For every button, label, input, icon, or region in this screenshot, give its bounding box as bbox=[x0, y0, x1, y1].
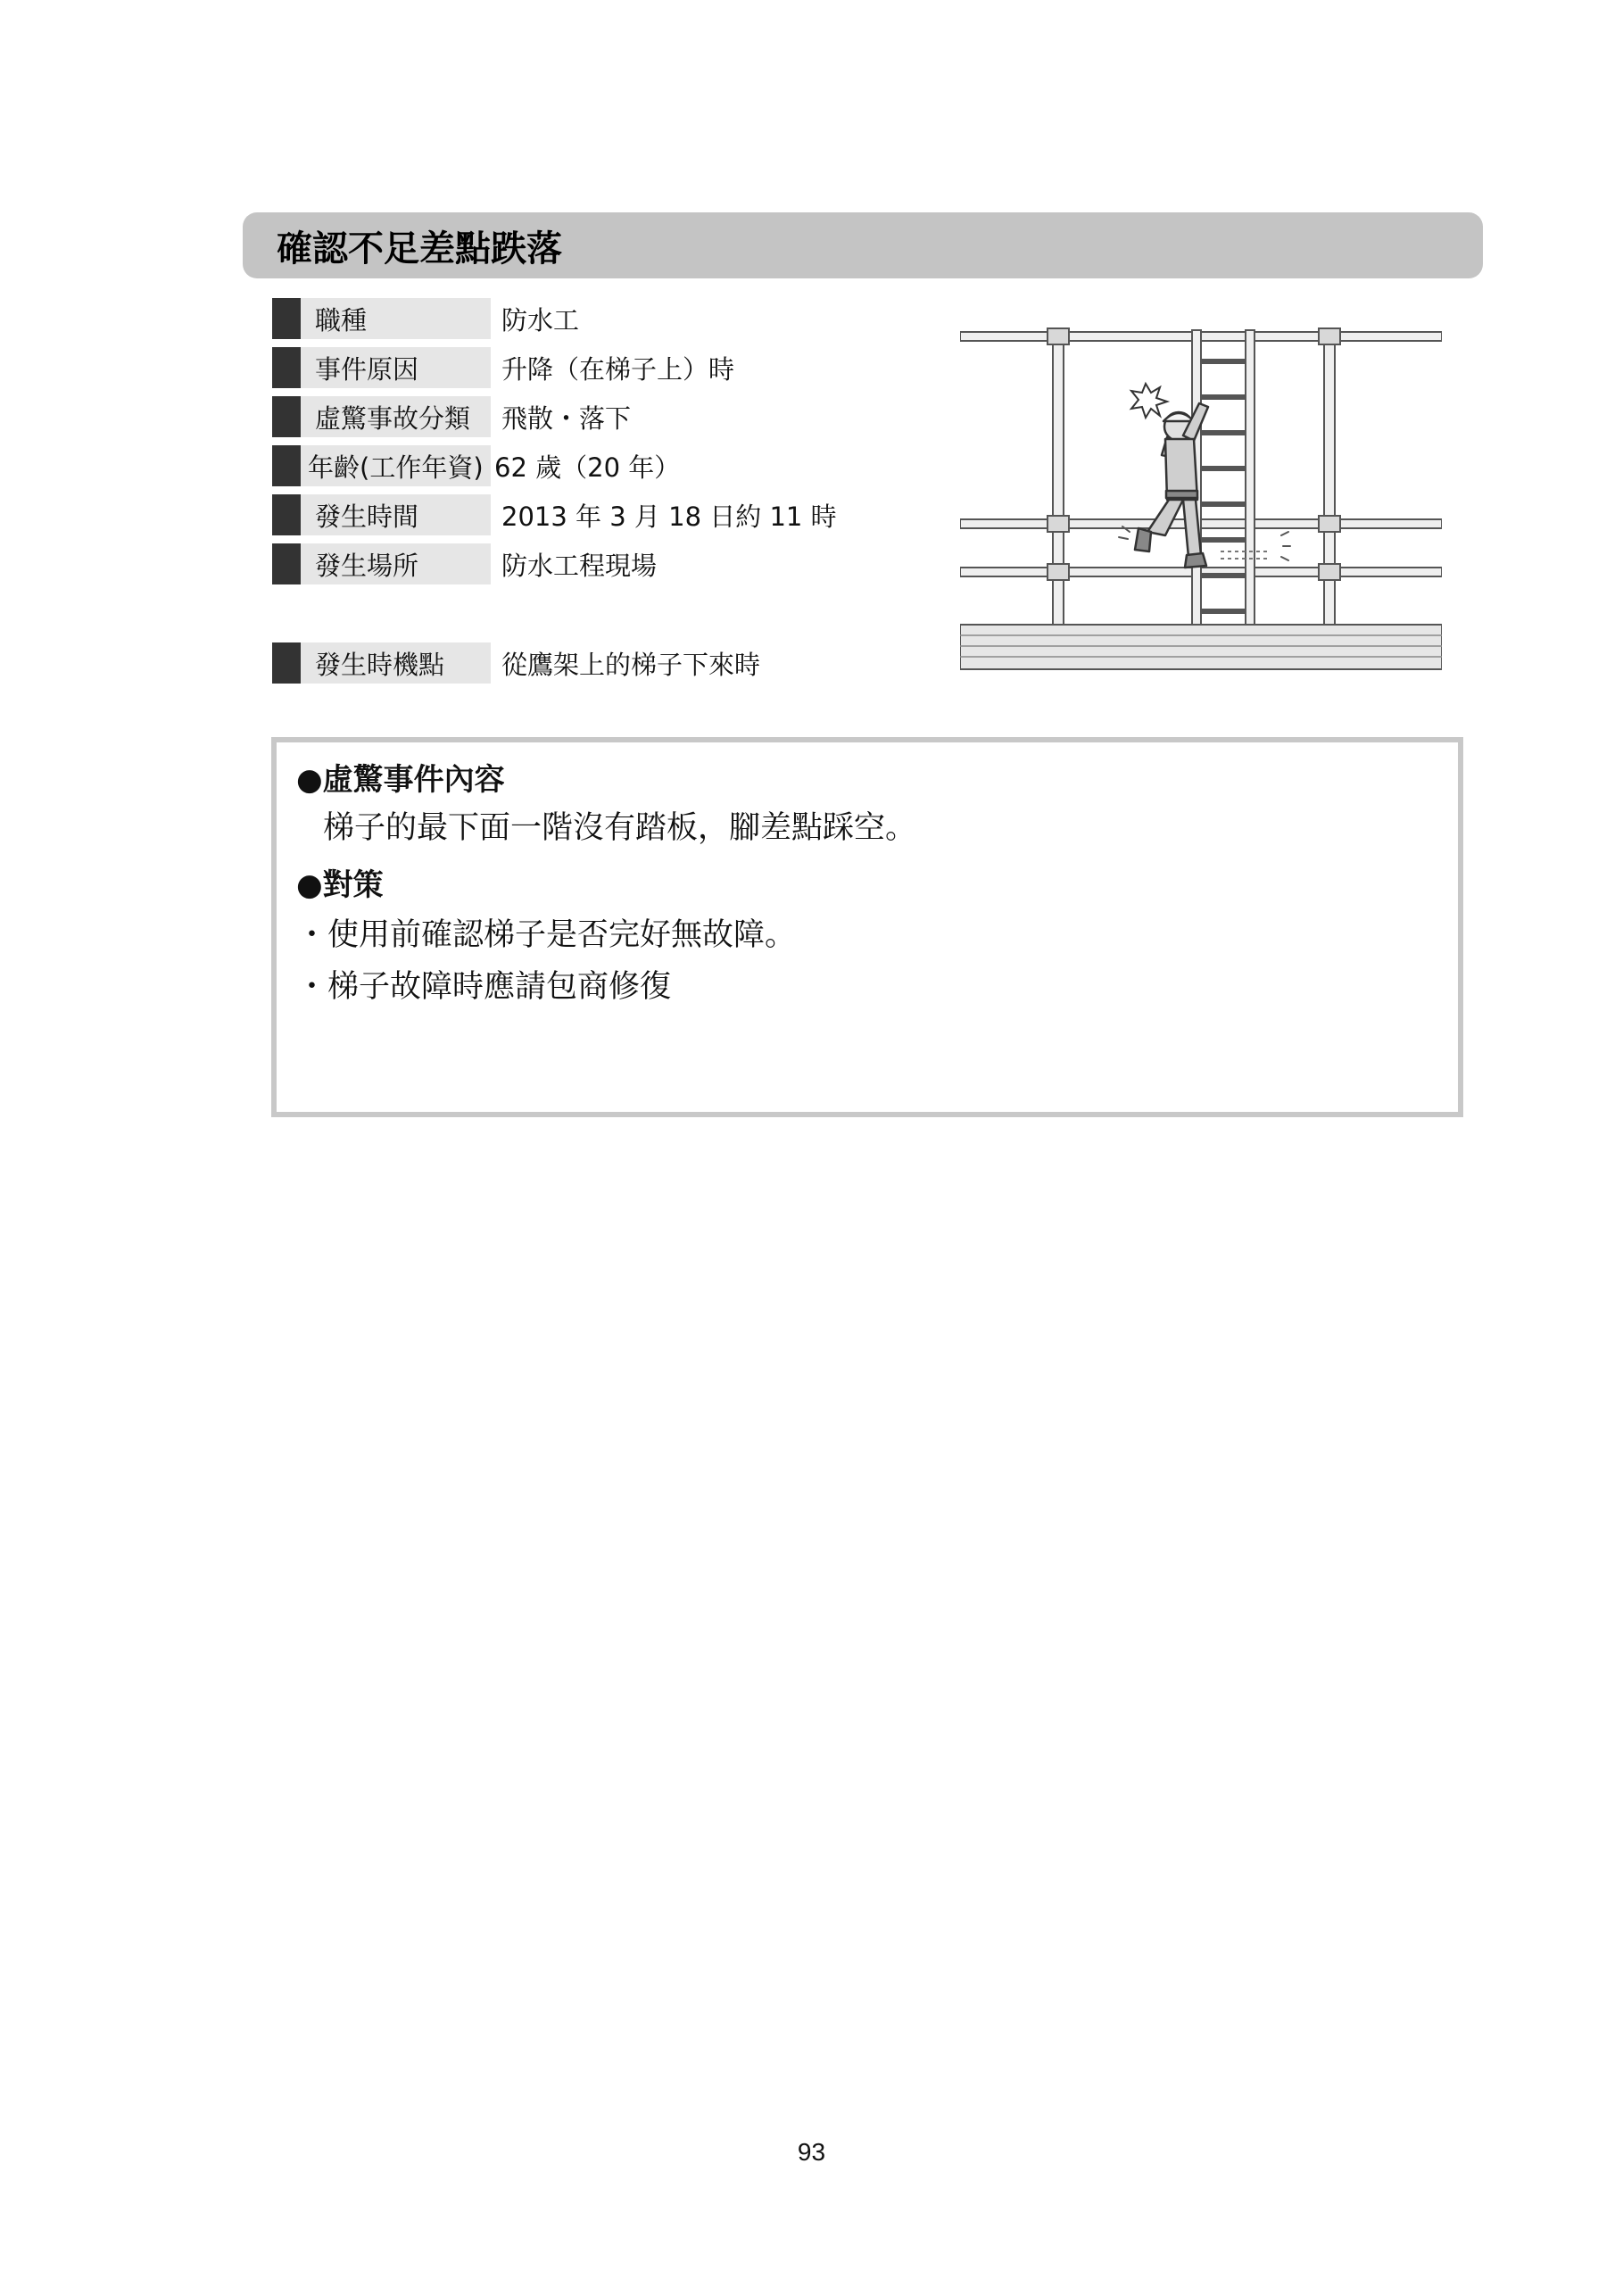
row-marker bbox=[272, 298, 301, 339]
row-marker bbox=[272, 445, 301, 486]
info-row-age bbox=[272, 445, 680, 486]
info-value: 防水工 bbox=[501, 304, 580, 336]
info-value: 防水工程現場 bbox=[501, 550, 658, 581]
info-label: 發生時機點 bbox=[301, 642, 491, 684]
info-row-place bbox=[272, 543, 657, 584]
worker-ladder-illustration bbox=[960, 321, 1442, 678]
info-row-cause bbox=[272, 347, 734, 388]
row-marker bbox=[272, 642, 301, 684]
info-value: 從鷹架上的梯子下來時 bbox=[501, 649, 761, 680]
row-marker bbox=[272, 494, 301, 535]
info-row-job-type bbox=[272, 298, 579, 339]
event-heading: ●虛驚事件內容 bbox=[296, 762, 505, 798]
info-label: 發生場所 bbox=[301, 543, 491, 584]
event-text: 梯子的最下面一階沒有踏板，腳差點踩空。 bbox=[323, 810, 917, 846]
info-label: 發生時間 bbox=[301, 494, 491, 535]
measure-item: ・梯子故障時應請包商修復 bbox=[296, 969, 672, 1005]
info-row-time bbox=[272, 494, 837, 535]
info-label: 年齡(工作年資) bbox=[301, 445, 491, 486]
info-value: 2013 年 3 月 18 日約 11 時 bbox=[501, 501, 837, 532]
info-label: 職種 bbox=[301, 298, 491, 339]
info-row-category bbox=[272, 396, 631, 437]
info-row-timing bbox=[272, 642, 760, 684]
info-label: 事件原因 bbox=[301, 347, 491, 388]
row-marker bbox=[272, 543, 301, 584]
info-value: 62 歲（20 年） bbox=[494, 452, 681, 483]
info-value: 升降（在梯子上）時 bbox=[501, 353, 735, 385]
page-title: 確認不足差點跌落 bbox=[243, 212, 1483, 278]
measures-heading: ●對策 bbox=[296, 867, 384, 903]
measure-item: ・使用前確認梯子是否完好無故障。 bbox=[296, 917, 797, 953]
info-value: 飛散・落下 bbox=[501, 402, 632, 434]
row-marker bbox=[272, 347, 301, 388]
near-miss-content-box bbox=[271, 737, 1463, 1117]
info-label: 虛驚事故分類 bbox=[301, 396, 491, 437]
page-number: 93 bbox=[797, 2138, 826, 2166]
row-marker bbox=[272, 396, 301, 437]
